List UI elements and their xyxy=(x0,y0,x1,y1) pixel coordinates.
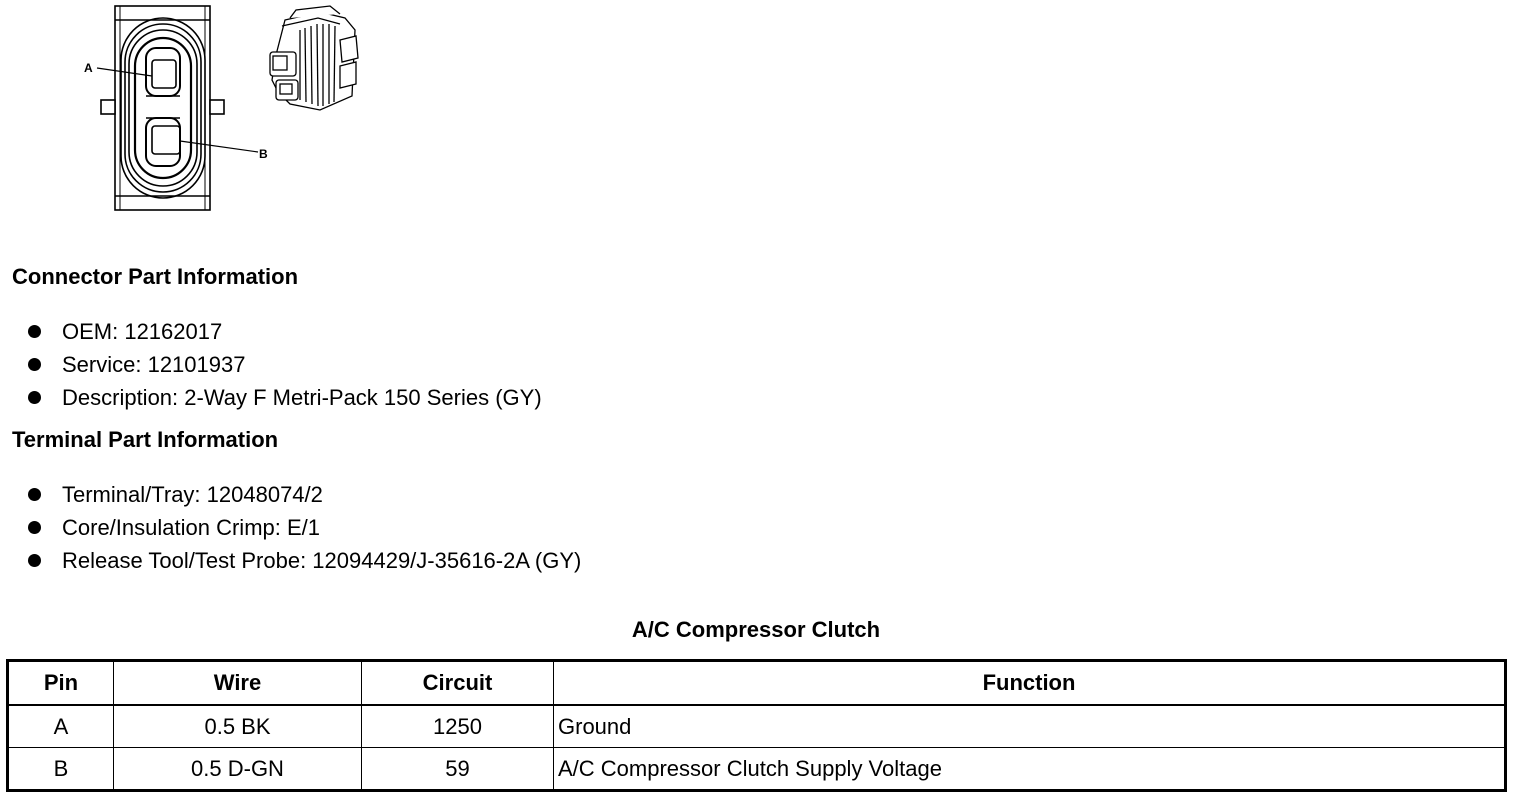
table-row xyxy=(8,748,1506,791)
table-header-row xyxy=(8,661,1506,706)
table-row xyxy=(8,705,1506,748)
pin-a-callout-label: A xyxy=(84,61,93,75)
pin-table xyxy=(6,659,1507,792)
column-header-pin: Pin xyxy=(8,661,114,706)
pin-cell: A xyxy=(8,705,114,748)
list-item xyxy=(28,315,542,348)
wire-cell: 0.5 BK xyxy=(114,705,362,748)
bullet-icon xyxy=(28,554,41,567)
circuit-cell: 59 xyxy=(362,748,554,791)
core-insulation-crimp: Core/Insulation Crimp: E/1 xyxy=(62,515,320,540)
list-item xyxy=(28,348,542,381)
column-header-wire: Wire xyxy=(114,661,362,706)
wire-cell: 0.5 D-GN xyxy=(114,748,362,791)
connector-description: Description: 2-Way F Metri-Pack 150 Series (GY) xyxy=(62,385,542,410)
pin-cell: B xyxy=(8,748,114,791)
list-item xyxy=(28,544,581,577)
pin-b-callout-label: B xyxy=(259,147,268,161)
oem-part-number: OEM: 12162017 xyxy=(62,319,223,344)
connector-part-info-heading: Connector Part Information xyxy=(12,264,299,289)
function-cell: A/C Compressor Clutch Supply Voltage xyxy=(554,748,1506,791)
list-item xyxy=(28,478,581,511)
terminal-part-info-list xyxy=(28,478,581,577)
connector-face-illustration xyxy=(0,0,400,220)
release-tool-test-probe: Release Tool/Test Probe: 12094429/J-35616-2A (GY) xyxy=(62,548,582,573)
list-item xyxy=(28,511,581,544)
pin-table-title: A/C Compressor Clutch xyxy=(631,617,881,642)
connector-front-view xyxy=(97,6,258,210)
column-header-function: Function xyxy=(554,661,1506,706)
column-header-circuit: Circuit xyxy=(362,661,554,706)
terminal-tray: Terminal/Tray: 12048074/2 xyxy=(62,482,323,507)
service-part-number: Service: 12101937 xyxy=(62,352,246,377)
function-cell: Ground xyxy=(554,705,1506,748)
bullet-icon xyxy=(28,358,41,371)
bullet-icon xyxy=(28,325,41,338)
circuit-cell: 1250 xyxy=(362,705,554,748)
terminal-part-info-heading: Terminal Part Information xyxy=(12,427,279,452)
bullet-icon xyxy=(28,521,41,534)
connector-isometric-view xyxy=(270,6,358,110)
bullet-icon xyxy=(28,488,41,501)
list-item xyxy=(28,381,542,414)
bullet-icon xyxy=(28,391,41,404)
connector-part-info-list xyxy=(28,315,542,414)
